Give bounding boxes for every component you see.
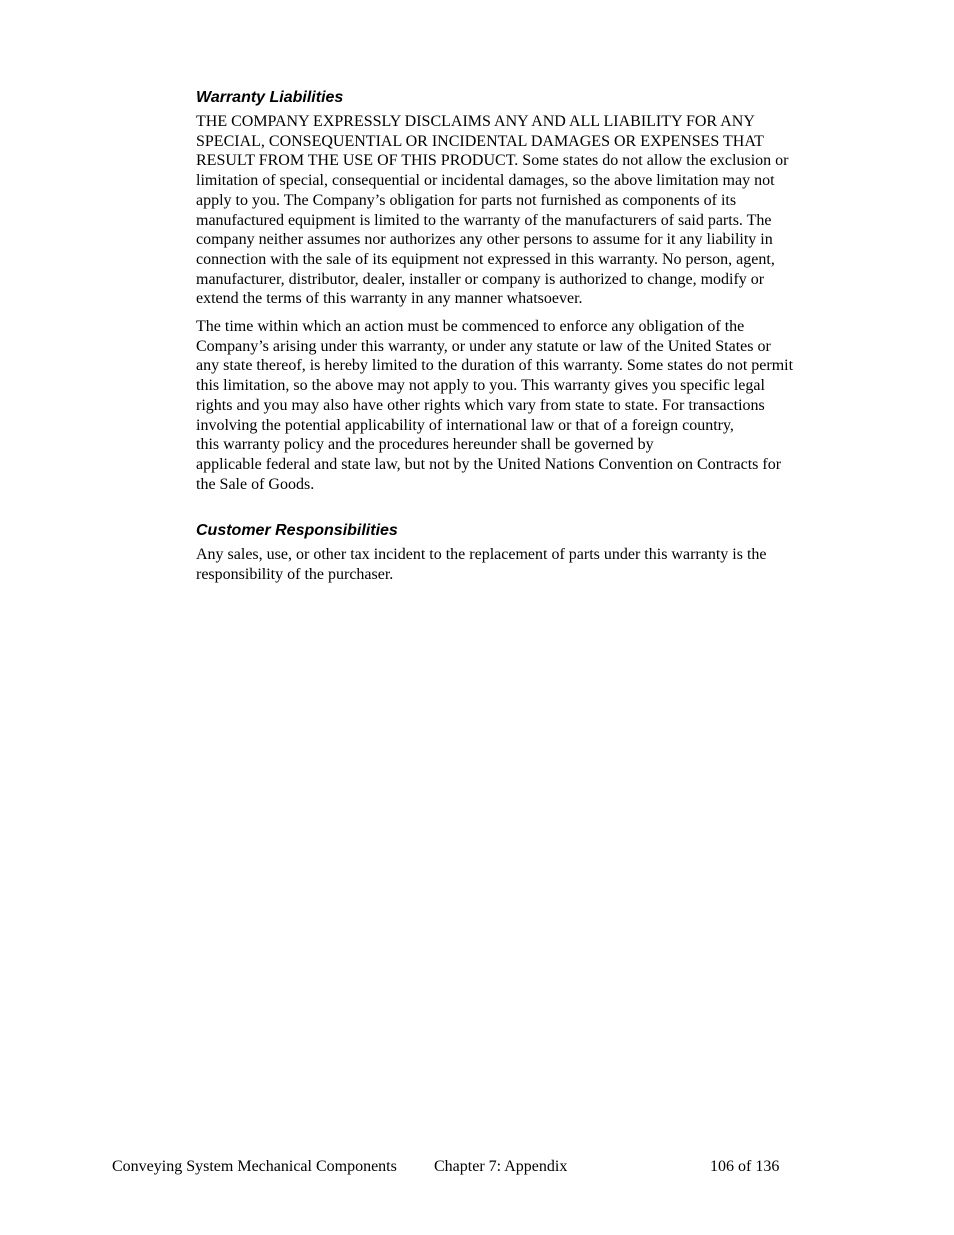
section-heading: Warranty Liabilities — [196, 89, 344, 106]
section-spacer — [196, 494, 846, 521]
footer-document-title: Conveying System Mechanical Components — [112, 1158, 397, 1175]
paragraph: THE COMPANY EXPRESSLY DISCLAIMS ANY AND ALL LIABILITY FOR ANY SPECIAL, CONSEQUENTIAL OR INCIDENTAL DAMAGES OR EXPENSES THAT RESULT FROM THE USE OF THIS PRODUCT. Some states do not allow the exclusion or limitation of special, consequential or incidental damages, so the above limitation may not apply to you. The Company’s obligation for parts not furnished as components of its manufactured equipment is limited to the warranty of the manufacturers of said parts. The company neither assumes nor authorizes any other persons to assume for it any liability in connection with the sale of its equipment not expressed in this warranty. No person, agent, manufacturer, distributor, dealer, installer or company is authorized to change, modify or extend the terms of this warranty in any manner whatsoever. — [196, 113, 789, 308]
section-warranty-liabilities — [196, 88, 846, 494]
paragraph: The time within which an action must be commenced to enforce any obligation of the Company’s arising under this warranty, or under any statute or law of the United States or any state thereof, is hereby limited to the duration of this warranty. Some states do not permit this limitation, so the above may not apply to you. This warranty gives you specific legal rights and you may also have other rights which vary from state to state. For transactions involving the potential applicability of international law or that of a foreign country, this warranty policy and the procedures hereunder shall be governed by applicable federal and state law, but not by the United Nations Convention on Contracts for the Sale of Goods. — [196, 318, 794, 493]
section-customer-responsibilities — [196, 521, 846, 584]
document-body — [196, 88, 846, 585]
footer-chapter: Chapter 7: Appendix — [434, 1158, 568, 1175]
section-heading: Customer Responsibilities — [196, 522, 398, 540]
footer-page-number: 106 of 136 — [710, 1158, 780, 1175]
paragraph: Any sales, use, or other tax incident to the replacement of parts under this warranty is the responsibility of the purchaser. — [196, 546, 767, 584]
